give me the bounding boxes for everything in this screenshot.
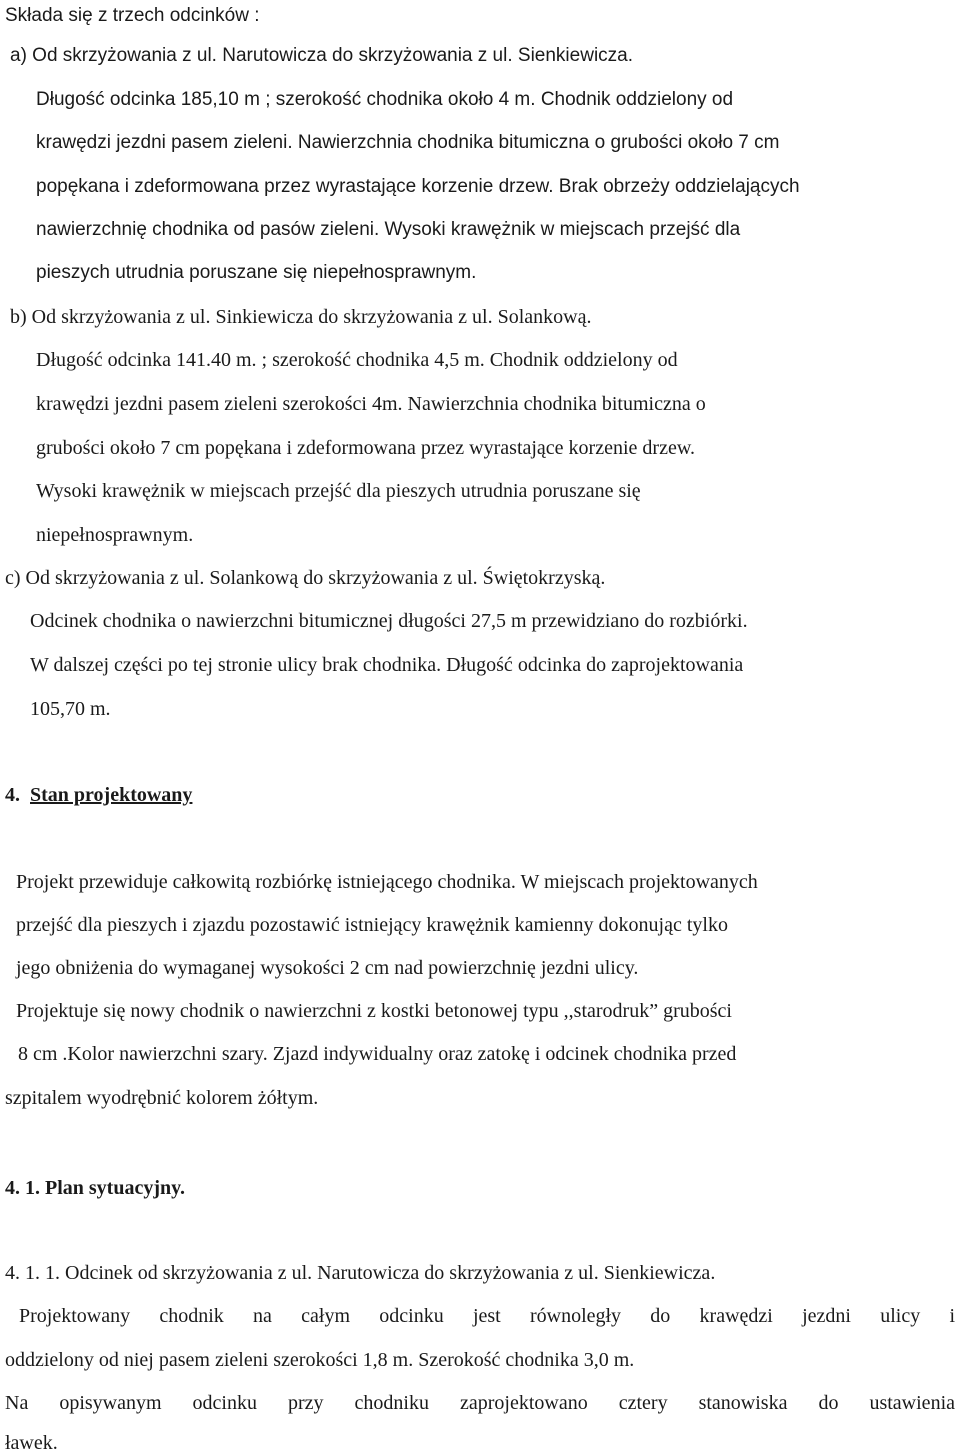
segment-a-line: nawierzchnię chodnika od pasów zieleni. Wysoki krawężnik w miejscach przejść dla bbox=[36, 219, 741, 240]
segment-a-line: krawędzi jezdni pasem zieleni. Nawierzchnia chodnika bitumiczna o grubości około 7 cm bbox=[36, 132, 780, 153]
segment-a-line: popękana i zdeformowana przez wyrastające korzenie drzew. Brak obrzeży oddzielających bbox=[36, 176, 800, 197]
section-4-1-1-line: oddzielony od niej pasem zieleni szerokości 1,8 m. Szerokość chodnika 3,0 m. bbox=[5, 1349, 635, 1371]
segment-b-title: b) Od skrzyżowania z ul. Sinkiewicza do skrzyżowania z ul. Solankową. bbox=[10, 306, 592, 328]
section-4-line: przejść dla pieszych i zjazdu pozostawić istniejący krawężnik kamienny dokonując tylko bbox=[16, 914, 728, 936]
segment-c-line: Odcinek chodnika o nawierzchni bitumicznej długości 27,5 m przewidziano do rozbiórki. bbox=[30, 610, 748, 632]
section-4-title: Stan projektowany bbox=[30, 784, 193, 806]
section-4-1-1-line: ławek. bbox=[5, 1432, 58, 1454]
segment-b-line: krawędzi jezdni pasem zieleni szerokości 4m. Nawierzchnia chodnika bitumiczna o bbox=[36, 393, 706, 415]
segment-a-line: Długość odcinka 185,10 m ; szerokość chodnika około 4 m. Chodnik oddzielony od bbox=[36, 89, 734, 110]
segment-a-line: pieszych utrudnia poruszane się niepełnosprawnym. bbox=[36, 262, 477, 283]
segment-c-line: W dalszej części po tej stronie ulicy brak chodnika. Długość odcinka do zaprojektowania bbox=[30, 654, 744, 676]
section-4-line: szpitalem wyodrębnić kolorem żółtym. bbox=[5, 1087, 319, 1109]
section-4-heading bbox=[5, 783, 192, 807]
section-4-line: Projektuje się nowy chodnik o nawierzchni z kostki betonowej typu ,,starodruk” grubości bbox=[16, 1000, 732, 1022]
segment-c-title: c) Od skrzyżowania z ul. Solankową do skrzyżowania z ul. Świętokrzyską. bbox=[5, 567, 606, 589]
section-4-1-1-line bbox=[5, 1304, 955, 1328]
section-header: Składa się z trzech odcinków : bbox=[5, 5, 260, 26]
segment-b-line: grubości około 7 cm popękana i zdeformowana przez wyrastające korzenie drzew. bbox=[36, 437, 695, 459]
section-4-line: jego obniżenia do wymaganej wysokości 2 cm nad powierzchnię jezdni ulicy. bbox=[16, 957, 639, 979]
section-4-1-heading: 4. 1. Plan sytuacyjny. bbox=[5, 1177, 186, 1199]
segment-b-line: niepełnosprawnym. bbox=[36, 524, 194, 546]
segment-b-line: Wysoki krawężnik w miejscach przejść dla pieszych utrudnia poruszane się bbox=[36, 480, 641, 502]
segment-a-title: a) Od skrzyżowania z ul. Narutowicza do skrzyżowania z ul. Sienkiewicza. bbox=[10, 45, 634, 66]
section-4-1-1-heading: 4. 1. 1. Odcinek od skrzyżowania z ul. Narutowicza do skrzyżowania z ul. Sienkiewicza. bbox=[5, 1262, 716, 1284]
section-4-line: Projekt przewiduje całkowitą rozbiórkę istniejącego chodnika. W miejscach projektowanych bbox=[16, 871, 758, 893]
segment-c-line: 105,70 m. bbox=[30, 698, 111, 720]
segment-b-line: Długość odcinka 141.40 m. ; szerokość chodnika 4,5 m. Chodnik oddzielony od bbox=[36, 349, 678, 371]
section-4-line: 8 cm .Kolor nawierzchni szary. Zjazd indywidualny oraz zatokę i odcinek chodnika przed bbox=[18, 1043, 737, 1065]
section-4-number: 4. bbox=[5, 784, 20, 806]
section-4-1-1-line: Na opisywanym odcinku przy chodniku zaprojektowano cztery stanowiska do ustawienia bbox=[5, 1392, 955, 1414]
section-4-1-1-text: Projektowany chodnik na całym odcinku jest równoległy do krawędzi jezdni ulicy i bbox=[19, 1305, 955, 1327]
